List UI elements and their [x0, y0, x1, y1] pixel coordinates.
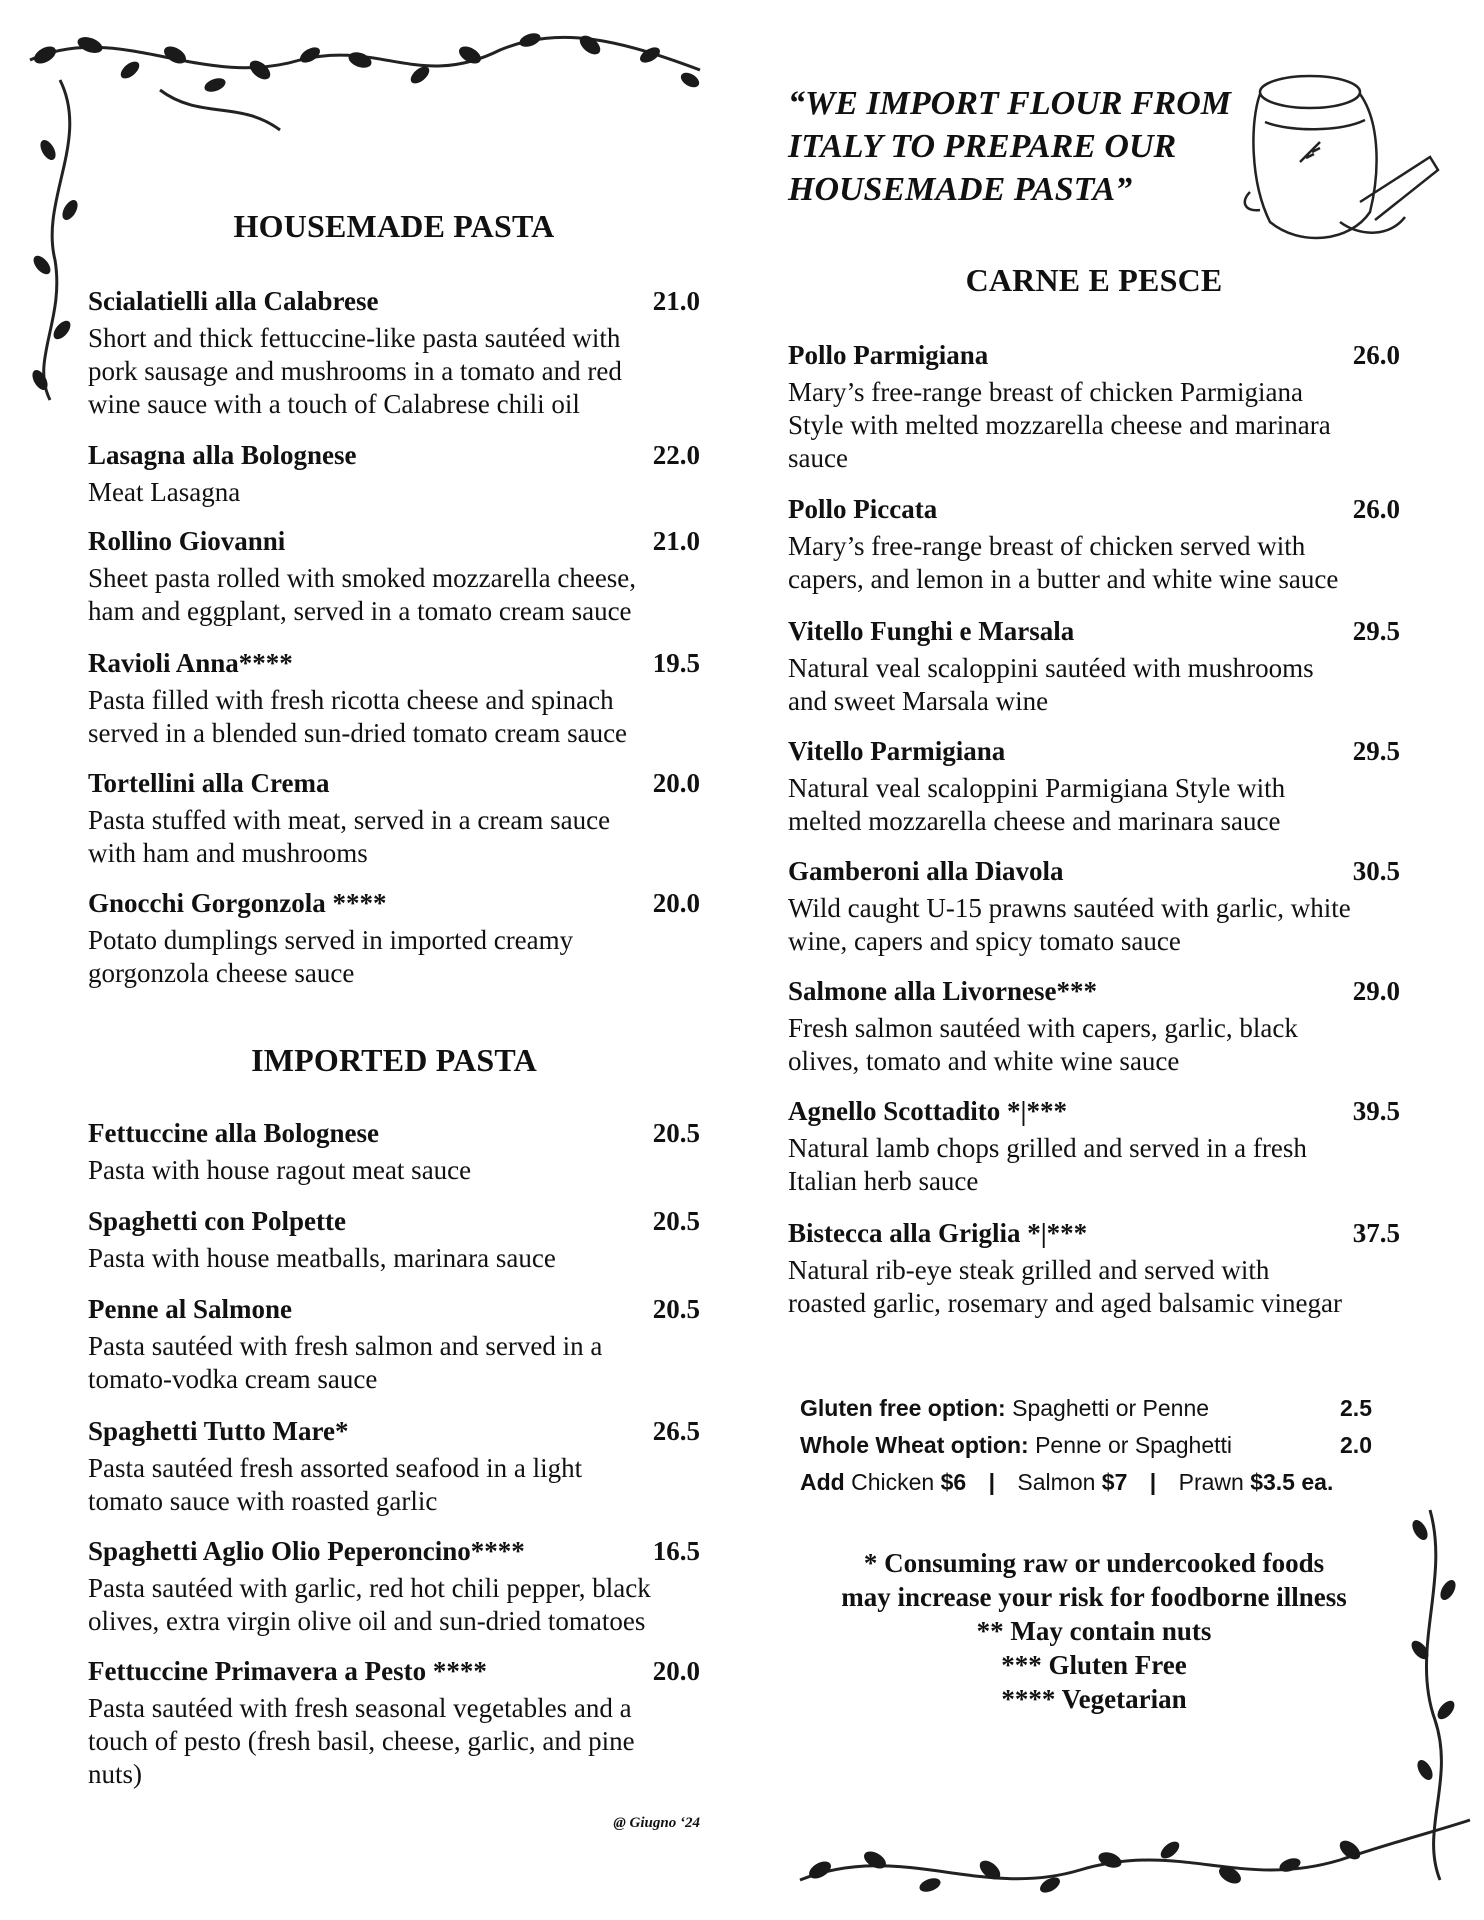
item-name: Salmone alla Livornese***	[788, 976, 1097, 1006]
menu-item	[88, 888, 700, 990]
item-name: Pollo Parmigiana	[788, 340, 989, 370]
desc-line: Pasta sautéed with fresh seasonal vegetables and a	[88, 1693, 632, 1723]
menu-item	[788, 616, 1400, 718]
desc-line: Pasta with house meatballs, marinara sauce	[88, 1243, 556, 1273]
prawn-label: Prawn	[1178, 1469, 1244, 1495]
desc-line: Wild caught U-15 prawns sautéed with garlic, white	[788, 893, 1351, 923]
desc-line: Natural veal scaloppini sautéed with mushrooms	[788, 653, 1314, 683]
item-description	[88, 804, 700, 870]
add-protein-option	[800, 1464, 1390, 1501]
desc-line: wine sauce with a touch of Calabrese chili oil	[88, 389, 580, 419]
option-text: Spaghetti or Penne	[1012, 1395, 1210, 1421]
menu-item	[88, 526, 700, 628]
flour-sack-icon	[1240, 62, 1440, 262]
option-label: Gluten free option:	[800, 1395, 1006, 1421]
add-label: Add	[800, 1469, 845, 1495]
item-price: 39.5	[1352, 1096, 1400, 1126]
item-name: Gnocchi Gorgonzola ****	[88, 888, 387, 918]
desc-line: Italian herb sauce	[788, 1166, 979, 1196]
item-name: Ravioli Anna****	[88, 648, 293, 678]
item-price: 22.0	[652, 440, 700, 470]
menu-item	[788, 856, 1400, 958]
item-name: Fettuccine alla Bolognese	[88, 1118, 379, 1148]
item-description	[788, 530, 1400, 596]
desc-line: Style with melted mozzarella cheese and marinara	[788, 410, 1331, 440]
menu-item	[88, 1206, 700, 1275]
pasta-options	[800, 1390, 1390, 1501]
copyright-note: @ Giugno ‘24	[613, 1815, 700, 1831]
desc-line: Natural veal scaloppini Parmigiana Style with	[788, 773, 1286, 803]
desc-line: ham and eggplant, served in a tomato cream sauce	[88, 596, 632, 626]
quote-line: “WE IMPORT FLOUR FROM	[788, 85, 1232, 122]
desc-line: with ham and mushrooms	[88, 838, 368, 868]
menu-item	[788, 340, 1400, 475]
item-description	[88, 322, 700, 421]
item-description	[788, 1254, 1400, 1320]
item-name: Pollo Piccata	[788, 494, 938, 524]
prawn-price: $3.5 ea.	[1250, 1469, 1334, 1495]
item-description	[88, 1452, 700, 1518]
item-name: Vitello Funghi e Marsala	[788, 616, 1075, 646]
item-name: Bistecca alla Griglia *|***	[788, 1218, 1088, 1248]
desc-line: Pasta sautéed with garlic, red hot chili pepper, black	[88, 1573, 651, 1603]
desc-line: Pasta sautéed fresh assorted seafood in a light	[88, 1453, 583, 1483]
item-name: Tortellini alla Crema	[88, 768, 330, 798]
item-description	[88, 476, 700, 509]
item-description	[88, 924, 700, 990]
menu-item	[88, 1294, 700, 1396]
desc-line: tomato sauce with roasted garlic	[88, 1486, 438, 1516]
desc-line: served in a blended sun-dried tomato cream sauce	[88, 718, 628, 748]
item-name: Lasagna alla Bolognese	[88, 440, 357, 470]
chicken-label: Chicken	[851, 1469, 935, 1495]
item-name: Rollino Giovanni	[88, 526, 286, 556]
note-line: may increase your risk for foodborne illness	[841, 1582, 1347, 1612]
item-price: 16.5	[652, 1536, 700, 1566]
item-description	[788, 892, 1400, 958]
menu-item	[788, 976, 1400, 1078]
item-price: 21.0	[652, 526, 700, 556]
item-description	[88, 1330, 700, 1396]
desc-line: wine, capers and spicy tomato sauce	[788, 926, 1181, 956]
section-title-housemade-pasta: HOUSEMADE PASTA	[233, 208, 555, 244]
quote-line: HOUSEMADE PASTA”	[788, 171, 1133, 208]
item-price: 29.0	[1352, 976, 1400, 1006]
desc-line: Mary’s free-range breast of chicken Parmigiana	[788, 377, 1304, 407]
desc-line: pork sausage and mushrooms in a tomato and red	[88, 356, 622, 386]
section-title-imported-pasta: IMPORTED PASTA	[251, 1042, 537, 1078]
whole-wheat-option	[800, 1427, 1390, 1464]
item-description	[88, 1154, 700, 1187]
menu-item	[788, 1218, 1400, 1320]
section-title-carne-e-pesce: CARNE E PESCE	[965, 262, 1223, 298]
item-price: 20.5	[652, 1118, 700, 1148]
item-description	[788, 772, 1400, 838]
item-description	[788, 1132, 1400, 1198]
note-line: **** Vegetarian	[1001, 1684, 1187, 1714]
note-line: ** May contain nuts	[976, 1616, 1212, 1646]
desc-line: capers, and lemon in a butter and white wine sauce	[788, 564, 1339, 594]
item-price: 20.5	[652, 1206, 700, 1236]
item-name: Vitello Parmigiana	[788, 736, 1006, 766]
separator: |	[988, 1469, 996, 1495]
item-name: Scialatielli alla Calabrese	[88, 286, 379, 316]
desc-line: Pasta with house ragout meat sauce	[88, 1155, 472, 1185]
desc-line: tomato-vodka cream sauce	[88, 1364, 378, 1394]
menu-item	[88, 440, 700, 509]
menu-item	[788, 1096, 1400, 1198]
salmon-label: Salmon	[1017, 1469, 1096, 1495]
desc-line: Short and thick fettuccine-like pasta sautéed with	[88, 323, 621, 353]
desc-line: Pasta filled with fresh ricotta cheese and spinach	[88, 685, 614, 715]
desc-line: roasted garlic, rosemary and aged balsamic vinegar	[788, 1288, 1343, 1318]
quote-line: ITALY TO PREPARE OUR	[788, 128, 1177, 165]
option-price: 2.0	[1340, 1432, 1372, 1458]
desc-line: Sheet pasta rolled with smoked mozzarella cheese,	[88, 563, 637, 593]
item-description	[788, 376, 1400, 475]
item-price: 20.5	[652, 1294, 700, 1324]
menu-item	[88, 648, 700, 750]
item-price: 26.5	[652, 1416, 700, 1446]
option-label: Whole Wheat option:	[800, 1432, 1029, 1458]
desc-line: touch of pesto (fresh basil, cheese, garlic, and pine	[88, 1726, 635, 1756]
item-price: 29.5	[1352, 616, 1400, 646]
gluten-free-option	[800, 1390, 1390, 1427]
separator: |	[1149, 1469, 1157, 1495]
chicken-price: $6	[940, 1469, 967, 1495]
desc-line: Meat Lasagna	[88, 477, 241, 507]
option-text: Penne or Spaghetti	[1035, 1432, 1233, 1458]
item-price: 21.0	[652, 286, 700, 316]
menu-item	[88, 1416, 700, 1518]
dietary-notes	[788, 1546, 1400, 1716]
desc-line: olives, extra virgin olive oil and sun-dried tomatoes	[88, 1606, 646, 1636]
desc-line: Fresh salmon sautéed with capers, garlic, black	[788, 1013, 1298, 1043]
desc-line: Pasta stuffed with meat, served in a cream sauce	[88, 805, 611, 835]
desc-line: gorgonzola cheese sauce	[88, 958, 355, 988]
desc-line: Pasta sautéed with fresh salmon and served in a	[88, 1331, 603, 1361]
item-price: 29.5	[1352, 736, 1400, 766]
item-description	[88, 684, 700, 750]
item-name: Gamberoni alla Diavola	[788, 856, 1064, 886]
item-description	[88, 562, 700, 628]
desc-line: nuts)	[88, 1759, 142, 1789]
item-name: Agnello Scottadito *|***	[788, 1096, 1067, 1126]
item-name: Fettuccine Primavera a Pesto ****	[88, 1656, 487, 1686]
item-name: Spaghetti con Polpette	[88, 1206, 346, 1236]
note-line: *** Gluten Free	[1001, 1650, 1187, 1680]
item-price: 30.5	[1352, 856, 1400, 886]
item-description	[88, 1242, 700, 1275]
item-price: 19.5	[652, 648, 700, 678]
menu-item	[788, 736, 1400, 838]
menu-item	[88, 286, 700, 421]
menu-item	[88, 768, 700, 870]
item-price: 20.0	[652, 888, 700, 918]
menu-item	[788, 494, 1400, 596]
desc-line: olives, tomato and white wine sauce	[788, 1046, 1180, 1076]
item-price: 37.5	[1352, 1218, 1400, 1248]
menu-item	[88, 1118, 700, 1187]
desc-line: sauce	[788, 443, 848, 473]
desc-line: Natural lamb chops grilled and served in a fresh	[788, 1133, 1307, 1163]
desc-line: Mary’s free-range breast of chicken served with	[788, 531, 1306, 561]
item-price: 26.0	[1352, 494, 1400, 524]
item-name: Spaghetti Aglio Olio Peperoncino****	[88, 1536, 525, 1566]
item-name: Spaghetti Tutto Mare*	[88, 1416, 349, 1446]
salmon-price: $7	[1101, 1469, 1128, 1495]
item-price: 20.0	[652, 1656, 700, 1686]
option-price: 2.5	[1340, 1395, 1372, 1421]
item-description	[788, 652, 1400, 718]
item-description	[88, 1692, 700, 1791]
menu-item	[88, 1656, 700, 1791]
item-description	[788, 1012, 1400, 1078]
item-name: Penne al Salmone	[88, 1294, 293, 1324]
desc-line: melted mozzarella cheese and marinara sauce	[788, 806, 1281, 836]
item-price: 26.0	[1352, 340, 1400, 370]
note-line: * Consuming raw or undercooked foods	[863, 1548, 1325, 1578]
item-description	[88, 1572, 700, 1638]
item-price: 20.0	[652, 768, 700, 798]
desc-line: Natural rib-eye steak grilled and served with	[788, 1255, 1270, 1285]
desc-line: and sweet Marsala wine	[788, 686, 1049, 716]
desc-line: Potato dumplings served in imported creamy	[88, 925, 574, 955]
flour-quote	[788, 82, 1248, 211]
menu-item	[88, 1536, 700, 1638]
